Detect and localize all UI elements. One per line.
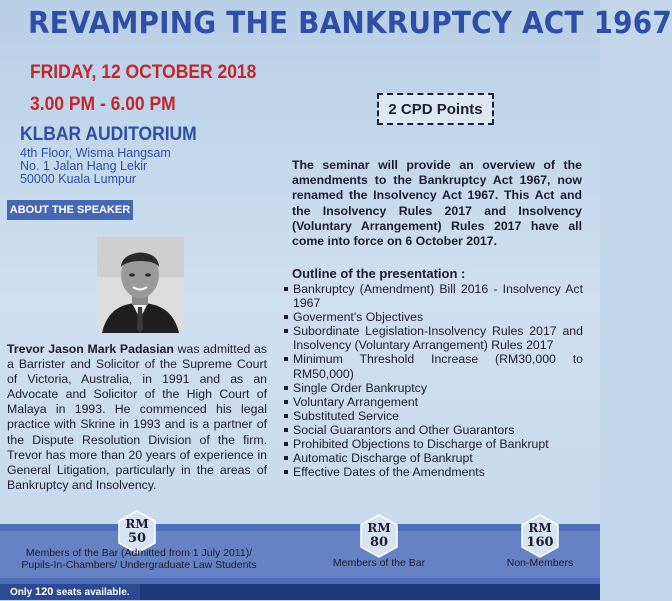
venue-address-line: 50000 Kuala Lumpur <box>20 172 137 186</box>
price-label-line: Members of the Bar <box>332 557 426 569</box>
outline-item: Prohibited Objections to Discharge of Bankrupt <box>283 437 583 451</box>
cpd-points-badge <box>377 93 494 125</box>
outline-item: Voluntary Arrangement <box>283 395 583 409</box>
cpd-points-label: 2 CPD Points <box>388 100 483 118</box>
outline-title: Outline of the presentation : <box>292 266 466 281</box>
seats-available-banner <box>0 584 140 600</box>
about-speaker-tab <box>7 200 133 220</box>
outline-item: Bankruptcy (Amendment) Bill 2016 - Insolvency Act 1967 <box>283 282 583 310</box>
outline-item: Goverment's Objectives <box>283 310 583 324</box>
venue-name: KLBAR AUDITORIUM <box>20 124 197 145</box>
price-currency: RM <box>125 517 149 531</box>
price-label-non-members <box>500 557 580 569</box>
seats-count: 120 <box>35 586 54 598</box>
outline-item: Automatic Discharge of Bankrupt <box>283 451 583 465</box>
price-currency: RM <box>528 521 552 535</box>
seats-prefix: Only <box>10 587 36 598</box>
price-label-members <box>319 557 439 569</box>
outline-item: Substituted Service <box>283 409 583 423</box>
price-hexagon-members <box>360 514 398 558</box>
price-label-line: Non-Members <box>506 557 574 569</box>
seats-suffix: seats available. <box>53 587 130 598</box>
speaker-name: Trevor Jason Mark Padasian <box>7 342 174 356</box>
page-title: REVAMPING THE BANKRUPTCY ACT 1967 <box>28 6 672 41</box>
venue-address-line: No. 1 Jalan Hang Lekir <box>20 159 148 173</box>
price-amount: 160 <box>526 535 554 550</box>
about-speaker-label: ABOUT THE SPEAKER <box>9 204 131 216</box>
speaker-bio-text: was admitted as a Barrister and Solicitor of the Supreme Court of Victoria, Australia, in 1991 and as an Advocate and Solicitor of the High Court of Malaya in 1993. He commenced his legal practice with Skrine in 1993 and is a partner of the Dispute Resolution Division of the firm. Trevor has more than 20 years of experience in General Litigation, particularly in the areas of Bankruptcy and Insolvency. <box>7 342 267 492</box>
speaker-photo <box>97 237 184 333</box>
outline-item: Minimum Threshold Increase (RM30,000 to RM50,000) <box>283 352 583 380</box>
price-label-line: Members of the Bar (Admitted from 1 July 2011)/ <box>25 547 253 559</box>
outline-item: Subordinate Legislation-Insolvency Rules 2017 and Insolvency (Voluntary Arrangement) Rules 2017 <box>283 324 583 352</box>
event-time: 3.00 PM - 6.00 PM <box>30 94 176 115</box>
speaker-bio <box>7 342 267 493</box>
venue-address-line: 4th Floor, Wisma Hangsam <box>20 146 171 160</box>
price-amount: 80 <box>369 535 389 550</box>
price-currency: RM <box>367 521 391 535</box>
outline-item: Effective Dates of the Amendments <box>283 465 583 479</box>
seminar-intro: The seminar will provide an overview of the amendments to the Bankruptcy Act 1967, now renamed the Insolvency Act 1967. This Act and the Insolvency Rules 2017 and Insolvency (Voluntary Arrangement) Rules 2017 have all come into force on 6 October 2017. <box>292 158 582 249</box>
outline-item: Single Order Bankruptcy <box>283 381 583 395</box>
outline-list <box>283 282 583 479</box>
price-amount: 50 <box>127 531 147 546</box>
outline-item: Social Guarantors and Other Guarantors <box>283 423 583 437</box>
price-label-members-young <box>4 547 274 571</box>
event-date: FRIDAY, 12 OCTOBER 2018 <box>30 62 257 83</box>
speaker-portrait-image <box>97 237 184 333</box>
price-hexagon-non-members <box>521 514 559 558</box>
price-label-line: Pupils-In-Chambers/ Undergraduate Law Students <box>21 559 257 571</box>
